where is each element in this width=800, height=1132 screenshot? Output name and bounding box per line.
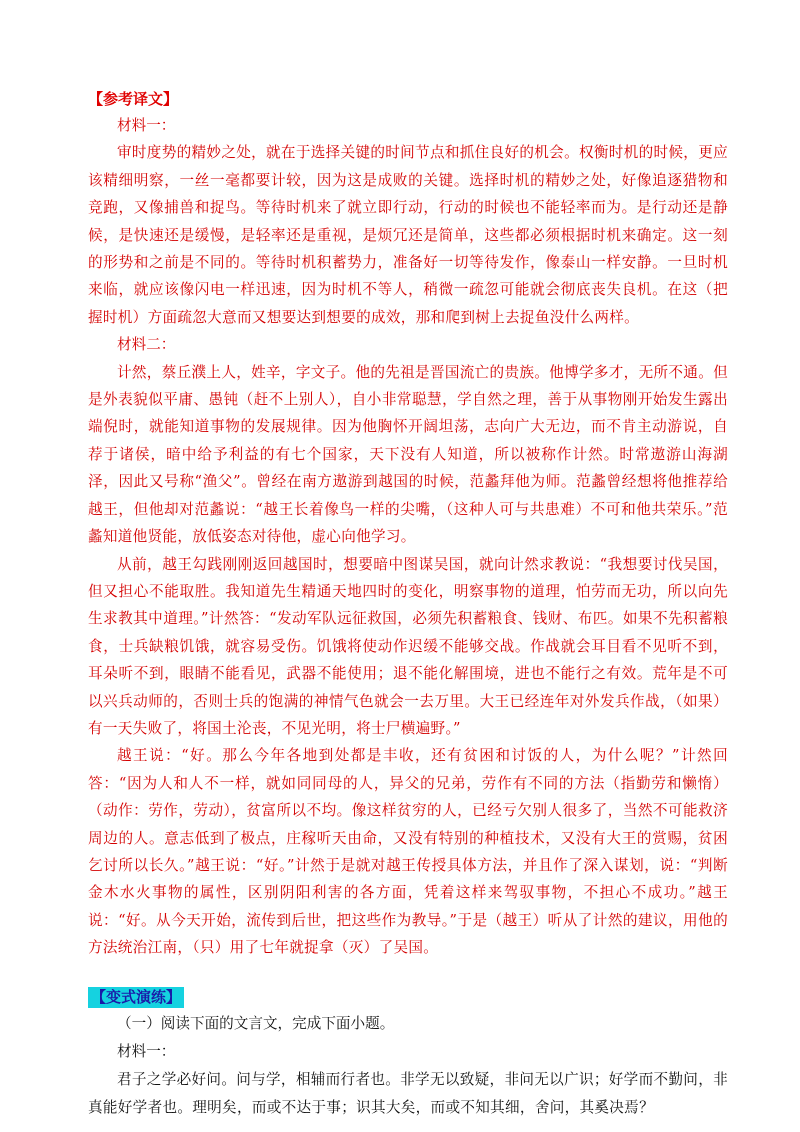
translation-paragraph-4: 越王说：“好。那么今年各地到处都是丰收，还有贫困和讨饭的人，为什么呢？”计然回答：“因为人和人不一样，就如同同母的人，异父的兄弟，劳作有不同的方法（指勤劳和懒惰）（动作：劳作，劳动），贫富所以不均。像这样贫穷的人，已经亏欠别人很多了，当然不可能救济周边的人。意志低到了极点，庄稼听天由命，又没有特别的种植技术，又没有大王的赏赐，贫困乞讨所以长久。”越王说：“好。”计然于是就对越王传授具体方法，并且作了深入谋划，说：“判断金木水火事物的属性，区别阴阳利害的各方面，凭着这样来驾驭事物，不担心不成功。”越王说：“好。从今天开始，流传到后世，把这些作为教导。”于是（越王）听从了计然的建议，用他的方法统治江南，（只）用了七年就捉拿（灭）了吴国。 <box>88 747 728 957</box>
exercise-material-one-label: 材料一： <box>117 1042 176 1060</box>
exercise-section <box>88 987 728 1122</box>
exercise-paragraph-1: 君子之学必好问。问与学，相辅而行者也。非学无以致疑，非问无以广识；好学而不勤问，非真能好学者也。理明矣，而或不达于事；识其大矣，而或不知其细，舍问，其奚决焉？ <box>88 1070 728 1116</box>
exercise-title: 【变式演练】 <box>88 987 184 1008</box>
translation-section <box>88 88 728 962</box>
translation-paragraph-2: 计然，蔡丘濮上人，姓辛，字文子。他的先祖是晋国流亡的贵族。他博学多才，无所不通。但是外表貌似平庸、愚钝（赶不上别人），自小非常聪慧，学自然之理，善于从事物刚开始发生露出端倪时，就能知道事物的发展规律。因为他胸怀开阔坦荡，志向广大无边，而不肯主动游说，自荐于诸侯，暗中给予利益的有七个国家，天下没有人知道，所以被称作计然。时常遨游山海湖泽，因此又号称“渔父”。曾经在南方遨游到越国的时候，范蠡拜他为师。范蠡曾经想将他推荐给越王，但他却对范蠡说：“越王长着像鸟一样的尖嘴，（这种人可与共患难）不可和他共荣乐。”范蠡知道他贤能，放低姿态对待他，虚心向他学习。 <box>88 363 728 546</box>
material-one-label: 材料一： <box>117 117 176 134</box>
translation-heading: 【参考译文】 <box>88 90 179 108</box>
exercise-question: （一）阅读下面的文言文，完成下面小题。 <box>117 1014 395 1032</box>
translation-paragraph-3: 从前，越王勾践刚刚返回越国时，想要暗中图谋吴国，就向计然求教说：“我想要讨伐吴国，但又担心不能取胜。我知道先生精通天地四时的变化，明察事物的道理，怕劳而无功，所以向先生求教其中道理。”计然答：“发动军队远征救国，必须先积蓄粮食、钱财、布匹。如果不先积蓄粮食，士兵缺粮饥饿，就容易受伤。饥饿将使动作迟缓不能够交战。作战就会耳目看不见听不到，耳朵听不到，眼睛不能看见，武器不能使用；退不能化解围境，进也不能行之有效。荒年是不可以兴兵动师的，否则士兵的饱满的神情气色就会一去万里。大王已经连年对外发兵作战，（如果）有一天失败了，将国土沦丧，不见光明，将士尸横遍野。” <box>88 555 728 737</box>
document-page <box>88 88 728 1122</box>
material-two-label: 材料二： <box>117 336 176 354</box>
translation-paragraph-1: 审时度势的精妙之处，就在于选择关键的时间节点和抓住良好的机会。权衡时机的时候，更应该精细明察，一丝一毫都要计较，因为这是成败的关键。选择时机的精妙之处，好像追逐猎物和竞跑，又像捕兽和捉鸟。等待时机来了就立即行动，行动的时候也不能轻率而为。是行动还是静候，是快速还是缓慢，是轻率还是重视，是烦冗还是简单，这些都必须根据时机来确定。这一刻的形势和之前是不同的。等待时机积蓄势力，准备好一切等待发作，像泰山一样安静。一旦时机来临，就应该像闪电一样迅速，因为时机不等人，稍微一疏忽可能就会彻底丧失良机。在这（把握时机）方面疏忽大意而又想要达到想要的成效，那和爬到树上去捉鱼没什么两样。 <box>88 144 728 326</box>
